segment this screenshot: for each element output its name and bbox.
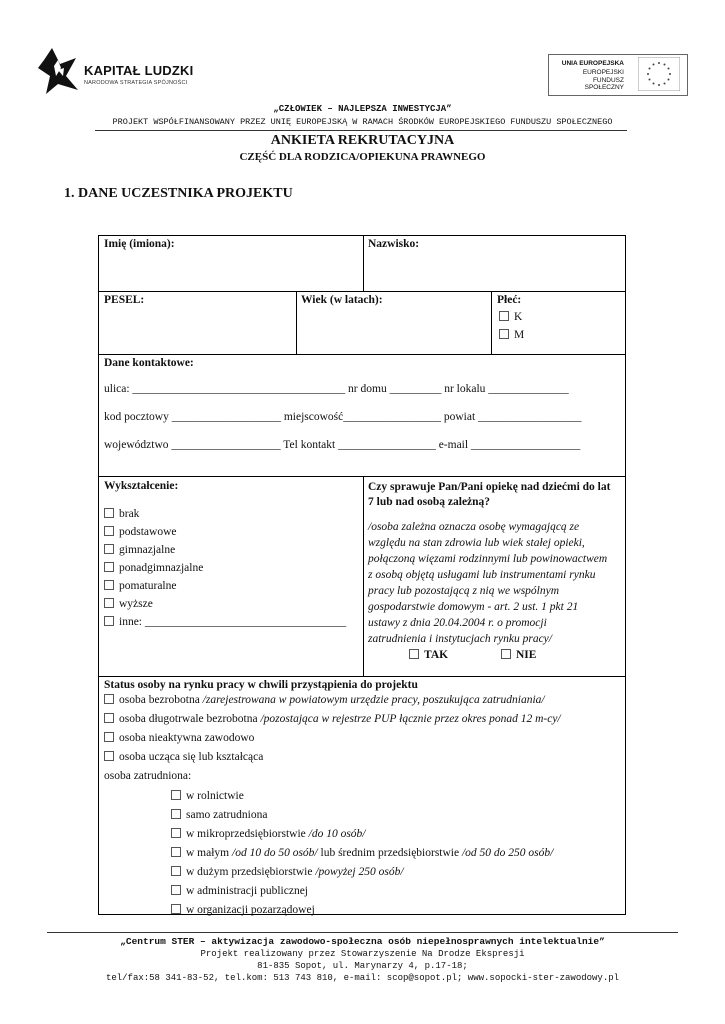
footer-organizer: Projekt realizowany przez Stowarzyszenie Na Drodze Ekspresji: [200, 949, 525, 959]
contact-heading: Dane kontaktowe:: [104, 357, 194, 369]
checkbox-icon[interactable]: [104, 526, 114, 536]
sex-option-k[interactable]: [499, 311, 522, 323]
col-divider: [296, 291, 297, 354]
employed-option-label: w rolnictwie: [186, 790, 244, 802]
participant-form-table: [98, 235, 626, 915]
employed-option-label: lub średnim przedsiębiorstwie: [317, 847, 462, 859]
header-divider: [95, 130, 627, 131]
employed-option-label: w administracji publicznej: [186, 885, 308, 897]
footer-divider: [47, 932, 678, 933]
status-option[interactable]: [104, 751, 263, 763]
footer-address: 81-835 Sopot, ul. Marynarzy 4, p.17-18;: [257, 961, 468, 971]
first-name-field[interactable]: Imię (imiona):: [104, 238, 175, 250]
footer-project-name: „Centrum STER – aktywizacja zawodowo-społeczna osób niepełnosprawnych intelektualnie”: [120, 936, 605, 947]
employed-option[interactable]: [171, 809, 267, 821]
no-label: NIE: [516, 649, 537, 661]
care-note-line: gospodarstwie domowym - art. 2 ust. 1 pkt 21: [368, 601, 579, 613]
education-option[interactable]: [104, 508, 139, 520]
sex-label: Płeć:: [497, 294, 522, 306]
checkbox-icon[interactable]: [104, 616, 114, 626]
checkbox-icon[interactable]: [104, 598, 114, 608]
employed-option[interactable]: [171, 885, 308, 897]
pesel-field[interactable]: PESEL:: [104, 294, 145, 306]
status-option-label: osoba nieaktywna zawodowo: [119, 732, 255, 744]
employed-option-note: /powyżej 250 osób/: [315, 866, 404, 878]
checkbox-icon[interactable]: [499, 329, 509, 339]
status-option-note: /pozostająca w rejestrze PUP łącznie przez okres ponad 12 m-cy/: [260, 713, 561, 725]
education-option[interactable]: [104, 580, 176, 592]
care-note-line: z osobą objętą usługami lub instrumentami rynku: [368, 569, 596, 581]
education-option-label: pomaturalne: [119, 580, 177, 592]
last-name-field[interactable]: Nazwisko:: [368, 238, 420, 250]
col-divider: [363, 476, 364, 676]
care-note-line: zatrudnienia i instytucjach rynku pracy/: [368, 633, 552, 645]
eu-flag-icon: [638, 57, 680, 91]
checkbox-icon[interactable]: [171, 828, 181, 838]
status-option-label: osoba długotrwale bezrobotna: [119, 713, 261, 725]
checkbox-icon[interactable]: [104, 580, 114, 590]
sex-k-label: K: [514, 311, 523, 323]
checkbox-icon[interactable]: [501, 649, 511, 659]
col-divider: [363, 236, 364, 291]
education-option[interactable]: [104, 526, 177, 538]
col-divider: [491, 291, 492, 354]
row-divider: [99, 676, 625, 677]
checkbox-icon[interactable]: [171, 866, 181, 876]
no-option[interactable]: [501, 649, 536, 661]
employed-option-note: /od 10 do 50 osób/: [232, 847, 318, 859]
employed-option-note: /do 10 osób/: [308, 828, 366, 840]
row-divider: [99, 476, 625, 477]
postal-line[interactable]: kod pocztowy ___________________ miejscowość_________________ powiat __________________: [104, 411, 582, 423]
employed-option[interactable]: [171, 904, 315, 916]
eu-label-3: FUNDUSZ SPOŁECZNY: [584, 77, 624, 91]
education-option-label: ponadgimnazjalne: [119, 562, 204, 574]
employed-option[interactable]: [171, 866, 404, 878]
care-note-line: /osoba zależna oznacza osobę wymagającą ze: [368, 521, 580, 533]
status-option-note: /zarejestrowana w powiatowym urzędzie pracy, poszukująca zatrudniania/: [202, 694, 545, 706]
checkbox-icon[interactable]: [171, 809, 181, 819]
section-heading: 1. DANE UCZESTNIKA PROJEKTU: [64, 186, 293, 201]
employed-option[interactable]: [171, 847, 553, 859]
checkbox-icon[interactable]: [104, 713, 114, 723]
checkbox-icon[interactable]: [409, 649, 419, 659]
care-note-line: ustawy z dnia 20.04.2004 r. o promocji: [368, 617, 547, 629]
yes-option[interactable]: [409, 649, 448, 661]
yes-label: TAK: [424, 649, 449, 661]
province-line[interactable]: województwo ___________________ Tel kontakt _________________ e-mail ___________________: [104, 439, 581, 451]
care-question: Czy sprawuje Pan/Pani opiekę nad dziećmi do lat 7 lub nad osobą zależną?: [368, 481, 611, 508]
status-heading: Status osoby na rynku pracy w chwili przystąpienia do projektu: [104, 679, 418, 691]
document-title: ANKIETA REKRUTACYJNA: [270, 133, 455, 148]
checkbox-icon[interactable]: [104, 544, 114, 554]
age-field[interactable]: Wiek (w latach):: [301, 294, 383, 306]
checkbox-icon[interactable]: [104, 751, 114, 761]
status-option[interactable]: [104, 732, 254, 744]
row-divider: [99, 354, 625, 355]
checkbox-icon[interactable]: [104, 508, 114, 518]
checkbox-icon[interactable]: [171, 885, 181, 895]
project-funding-line: PROJEKT WSPÓŁFINANSOWANY PRZEZ UNIĘ EUROPEJSKĄ W RAMACH ŚRODKÓW EUROPEJSKIEGO FUNDUSZU SPOŁECZNEGO: [112, 117, 613, 127]
checkbox-icon[interactable]: [499, 311, 509, 321]
checkbox-icon[interactable]: [171, 904, 181, 914]
education-other-label: inne: ___________________________________: [119, 616, 347, 628]
education-option[interactable]: [104, 544, 175, 556]
sex-m-label: M: [514, 329, 525, 341]
care-note-line: pracy lub pozostającą z nią we wspólnym: [368, 585, 560, 597]
checkbox-icon[interactable]: [104, 732, 114, 742]
education-option-label: brak: [119, 508, 140, 520]
status-option[interactable]: [104, 713, 561, 725]
street-line[interactable]: ulica: _____________________________________ nr domu _________ nr lokalu ______________: [104, 383, 569, 395]
eu-label-2: EUROPEJSKI: [582, 69, 624, 76]
care-note-line: względu na stan zdrowia lub wiek stałej opieki,: [368, 537, 585, 549]
education-option-label: gimnazjalne: [119, 544, 176, 556]
eu-label-1: UNIA EUROPEJSKA: [561, 60, 624, 67]
employed-option-label: w organizacji pozarządowej: [186, 904, 315, 916]
checkbox-icon[interactable]: [171, 847, 181, 857]
checkbox-icon[interactable]: [171, 790, 181, 800]
status-option-label: osoba ucząca się lub kształcąca: [119, 751, 264, 763]
care-note-line: połączoną więzami rodzinnymi lub powinowactwem: [368, 553, 608, 565]
checkbox-icon[interactable]: [104, 562, 114, 572]
education-option-label: podstawowe: [119, 526, 177, 538]
education-option[interactable]: [104, 562, 203, 574]
employed-option-label: samo zatrudniona: [186, 809, 268, 821]
employed-option-label: w małym: [186, 847, 232, 859]
checkbox-icon[interactable]: [104, 694, 114, 704]
document-subtitle: CZĘŚĆ DLA RODZICA/OPIEKUNA PRAWNEGO: [239, 151, 486, 163]
employed-option-label: w mikroprzedsiębiorstwie: [186, 828, 309, 840]
employed-heading: osoba zatrudniona:: [104, 770, 192, 782]
sex-option-m[interactable]: [499, 329, 524, 341]
employed-option[interactable]: [171, 828, 366, 840]
logo-subtitle: NARODOWA STRATEGIA SPÓJNOŚCI: [84, 80, 188, 86]
education-option-label: wyższe: [119, 598, 153, 610]
employed-option-note: /od 50 do 250 osób/: [461, 847, 554, 859]
row-divider: [99, 291, 625, 292]
slogan: „CZŁOWIEK – NAJLEPSZA INWESTYCJA”: [273, 104, 452, 114]
status-option[interactable]: [104, 694, 545, 706]
education-heading: Wykształcenie:: [104, 480, 179, 492]
education-other[interactable]: [104, 616, 346, 628]
status-option-label: osoba bezrobotna: [119, 694, 203, 706]
employed-option-label: w dużym przedsiębiorstwie: [186, 866, 316, 878]
employed-option[interactable]: [171, 790, 244, 802]
logo-title: KAPITAŁ LUDZKI: [84, 63, 194, 78]
footer-contact: tel/fax:58 341-83-52, tel.kom: 513 743 810, e-mail: scop@sopot.pl; www.sopocki-ster-zawodowy.pl: [105, 973, 620, 983]
education-option[interactable]: [104, 598, 153, 610]
